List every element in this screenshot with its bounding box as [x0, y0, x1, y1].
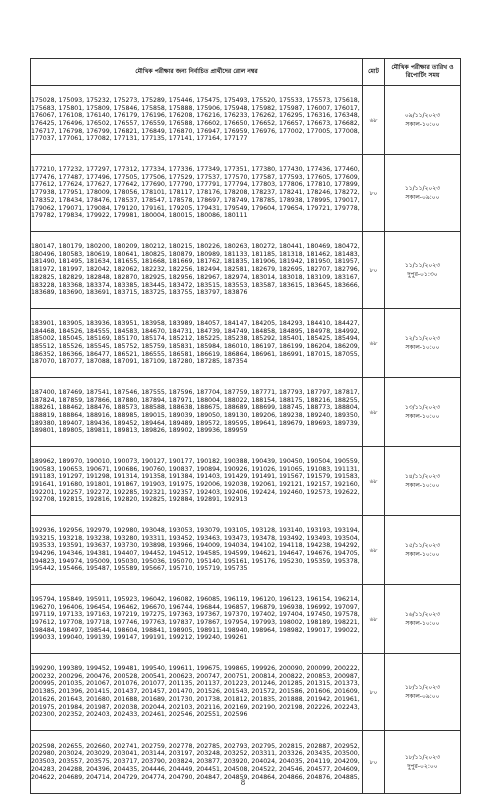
roll-list: 199290, 199389, 199452, 199481, 199540, 199611, 199675, 199865, 199926, 200090, 200099, 200222, 200232, 200296, 200476, 200528, 200541, 200623, 200747, 200751, 200814, 200822, 200853, 200987, 200995, 201035, 201067, 201076, 201077, 201135, 201137, 201223, 201246, 201285, 201315, 201373, 201385, 201396, 201415, 201437, 201457, 201470, 201526, 201543, 201572, 201586, 201606, 201609, 201626, 201643, 201680, 201688, 201689, 201730, 201738, 201812, 201835, 201888, 201942, 201961, 201975, 201984, 201987, 202038, 202044, 202103, 202116, 202169, 202190, 202198, 202226, 202243, 202300, 202352, 202403, 202433, 202461, 202546, 202551, 202596 — [31, 654, 363, 731]
roll-list: 189962, 189970, 190010, 190073, 190127, 190177, 190182, 190388, 190439, 190450, 190504, 190559, 190583, 190653, 190671, 190686, 190760, 190837, 190894, 190926, 191026, 191065, 191083, 191131, 191183, 191297, 191298, 191314, 191358, 191384, 191403, 191429, 191491, 191567, 191579, 191583, 191641, 191680, 191801, 191867, 191903, 191975, 192006, 192038, 192061, 192121, 192157, 192160, 192201, 192257, 192272, 192285, 192321, 192357, 192403, 192406, 192424, 192460, 192573, 192622, 192708, 192815, 192816, 192820, 192825, 192884, 192891, 192913 — [31, 447, 363, 516]
row-total: ৬৮ — [363, 86, 385, 155]
table-header-row — [31, 59, 461, 86]
reporting-time: সকাল-০৯:০০ — [405, 693, 440, 700]
roll-list: 177210, 177232, 177297, 177312, 177334, 177336, 177349, 177351, 177380, 177430, 177436, 177460, 177476, 177487, 177496, 177505, 177506, 177529, 177537, 177570, 177587, 177593, 177605, 177609, 177612, 177624, 177627, 177642, 177690, 177790, 177791, 177794, 177803, 177806, 177810, 177899, 177938, 177951, 178009, 178056, 178101, 178117, 178176, 178208, 178237, 178241, 178246, 178272, 178352, 178434, 178476, 178537, 178547, 178578, 178697, 178749, 178785, 178938, 178995, 179017, 179062, 179071, 179084, 179120, 179161, 179205, 179431, 179549, 179604, 179654, 179721, 179778, 179782, 179834, 179922, 179981, 180004, 180015, 180086, 180111 — [31, 155, 363, 232]
roll-list: 202598, 202655, 202660, 202741, 202759, 202778, 202785, 202793, 202795, 202815, 202887, 202952, 202980, 203024, 203029, 203041, 203144, 203197, 203248, 203252, 203311, 203326, 203435, 203500, 203503, 203557, 203575, 203717, 203790, 203824, 203877, 203920, 204024, 204035, 204119, 204209, 204283, 204288, 204396, 204435, 204446, 204449, 204451, 204508, 204522, 204546, 204577, 204609, 204622, 204689, 204714, 204729, 204774, 204790, 204847, 204859, 204864, 204866, 204876, 204885, — [31, 731, 363, 794]
reporting-time: সকাল-১০:০০ — [405, 344, 440, 351]
reporting-time: দুপুর-০২:০০ — [407, 763, 438, 770]
table-row — [31, 155, 461, 232]
interview-schedule-table — [30, 58, 461, 794]
reporting-time: সকাল-১০:০০ — [405, 551, 440, 558]
interview-date: ১৪/১১/২০২৩ — [404, 473, 441, 480]
date-time-cell — [385, 378, 461, 447]
interview-date: ১১/১১/২০২৩ — [404, 185, 441, 192]
date-time-cell — [385, 447, 461, 516]
date-time-cell — [385, 86, 461, 155]
interview-date: ১৬/১১/২০২৩ — [404, 611, 441, 618]
table-row — [31, 232, 461, 309]
roll-list: 180147, 180179, 180200, 180209, 180212, 180215, 180226, 180263, 180272, 180441, 180469, 180472, 180496, 180583, 180619, 180641, 180825, 180879, 180989, 181133, 181185, 181318, 181462, 181483, 181490, 181495, 181634, 181655, 181668, 181669, 181762, 181835, 181906, 181942, 181950, 181957, 181972, 181997, 182042, 182062, 182232, 182256, 182494, 182581, 182679, 182695, 182707, 182796, 182825, 182829, 182848, 182870, 182925, 182956, 182967, 182974, 183014, 183018, 183109, 183167, 183228, 183368, 183374, 183385, 183445, 183472, 183515, 183553, 183587, 183615, 183645, 183666, 183689, 183690, 183691, 183715, 183725, 183755, 183797, 183876 — [31, 232, 363, 309]
table-row — [31, 378, 461, 447]
table-row — [31, 585, 461, 654]
interview-date: ১১/১১/২০২৩ — [404, 262, 441, 269]
interview-date: ০৯/১১/২০২৩ — [404, 112, 441, 119]
table-row — [31, 654, 461, 731]
date-time-cell — [385, 654, 461, 731]
row-total: ৬৮ — [363, 585, 385, 654]
row-total: ৬৮ — [363, 309, 385, 378]
header-total: মোট — [363, 59, 385, 86]
row-total: ৬৮ — [363, 378, 385, 447]
reporting-time: সকাল-১০:০০ — [405, 482, 440, 489]
interview-date: ১৩/১১/২০২৩ — [404, 404, 441, 411]
reporting-time: সকাল-১০:০০ — [405, 413, 440, 420]
page-number: 8 — [240, 779, 246, 787]
row-total: ৬৮ — [363, 447, 385, 516]
reporting-time: সকাল-০৯:০০ — [405, 194, 440, 201]
roll-list: 175028, 175093, 175232, 175273, 175289, 175446, 175475, 175493, 175520, 175533, 175573, 175618, 175683, 175801, 175809, 175846, 175858, 175888, 175906, 175948, 175982, 175987, 176007, 176017, 176067, 176108, 176140, 176179, 176196, 176208, 176216, 176233, 176262, 176295, 176316, 176348, 176425, 176496, 176502, 176557, 176559, 176588, 176602, 176650, 176652, 176657, 176673, 176682, 176717, 176798, 176799, 176821, 176849, 176870, 176947, 176959, 176976, 177002, 177005, 177008, 177037, 177061, 177082, 177131, 177135, 177141, 177164, 177177 — [31, 86, 363, 155]
interview-date: ১২/১১/২০২৩ — [404, 335, 441, 342]
date-time-cell — [385, 585, 461, 654]
header-date-time: মৌখিক পরীক্ষার তারিখ ও রিপোর্টিং সময় — [385, 59, 461, 86]
interview-date: ১৮/১১/২০২৩ — [404, 754, 441, 761]
roll-list: 183901, 183905, 183936, 183951, 183958, 183989, 184057, 184147, 184205, 184293, 184410, 184427, 184468, 184526, 184555, 184583, 184670, 184731, 184739, 184749, 184858, 184895, 184978, 184992, 185002, 185045, 185169, 185170, 185174, 185212, 185225, 185238, 185292, 185401, 185425, 185494, 185512, 185526, 185545, 185752, 185759, 185831, 185984, 186010, 186197, 186199, 186204, 186209, 186352, 186366, 186477, 186521, 186555, 186581, 186619, 186864, 186961, 186991, 187015, 187055, 187070, 187077, 187088, 187091, 187109, 187280, 187285, 187354 — [31, 309, 363, 378]
row-total: ৮০ — [363, 155, 385, 232]
row-total: ৮০ — [363, 654, 385, 731]
header-roll-numbers: মৌখিক পরীক্ষার জন্য নির্বাচিত প্রার্থীদের রোল নম্বর — [31, 59, 363, 86]
row-total: ৮০ — [363, 232, 385, 309]
roll-list: 195794, 195849, 195911, 195923, 196042, 196082, 196085, 196119, 196120, 196123, 196154, 196214, 196270, 196406, 196454, 196462, 196670, 196744, 196844, 196857, 196879, 196938, 196992, 197097, 197119, 197133, 197163, 197219, 197275, 197363, 197367, 197370, 197402, 197404, 197450, 197578, 197612, 197708, 197718, 197746, 197763, 197837, 197867, 197954, 197993, 198002, 198189, 198221, 198484, 198497, 198544, 198604, 198841, 198905, 198911, 198940, 198964, 198982, 199017, 199022, 199033, 199040, 199139, 199147, 199191, 199212, 199240, 199261 — [31, 585, 363, 654]
row-total: ৬৮ — [363, 516, 385, 585]
table-row — [31, 86, 461, 155]
interview-date: ১৮/১১/২০২৩ — [404, 684, 441, 691]
row-total: ৮০ — [363, 731, 385, 794]
date-time-cell — [385, 309, 461, 378]
table-row — [31, 309, 461, 378]
date-time-cell — [385, 155, 461, 232]
table-row — [31, 447, 461, 516]
table-row — [31, 516, 461, 585]
reporting-time: সকাল-১০:০০ — [405, 121, 440, 128]
interview-date: ১৫/১১/২০২৩ — [404, 542, 441, 549]
date-time-cell — [385, 516, 461, 585]
date-time-cell — [385, 232, 461, 309]
roll-list: 192936, 192956, 192979, 192980, 193048, 193053, 193079, 193105, 193128, 193140, 193193, 193194, 193215, 193218, 193238, 193280, 193311, 193452, 193463, 193473, 193478, 193492, 193493, 193504, 193533, 193591, 193637, 193730, 193898, 193966, 194009, 194034, 194102, 194118, 194238, 194292, 194296, 194346, 194381, 194407, 194452, 194512, 194585, 194599, 194621, 194647, 194676, 194705, 194823, 194974, 195009, 195030, 195036, 195070, 195140, 195161, 195176, 195230, 195359, 195378, 195442, 195466, 195487, 195589, 195667, 195710, 195719, 195735 — [31, 516, 363, 585]
roll-list: 187400, 187469, 187541, 187546, 187555, 187596, 187704, 187759, 187771, 187793, 187797, 187817, 187824, 187859, 187866, 187880, 187894, 187971, 188004, 188022, 188154, 188175, 188216, 188255, 188261, 188462, 188476, 188573, 188588, 188638, 188675, 188689, 188699, 188745, 188773, 188804, 188819, 188864, 188916, 188985, 189015, 189039, 189050, 189130, 189206, 189238, 189240, 189350, 189380, 189407, 189436, 189452, 189464, 189489, 189572, 189595, 189641, 189679, 189693, 189739, 189801, 189805, 189811, 189813, 189826, 189902, 189936, 189959 — [31, 378, 363, 447]
reporting-time: সকাল-১০:০০ — [405, 620, 440, 627]
reporting-time: দুপুর-০১:৩০ — [407, 271, 438, 278]
